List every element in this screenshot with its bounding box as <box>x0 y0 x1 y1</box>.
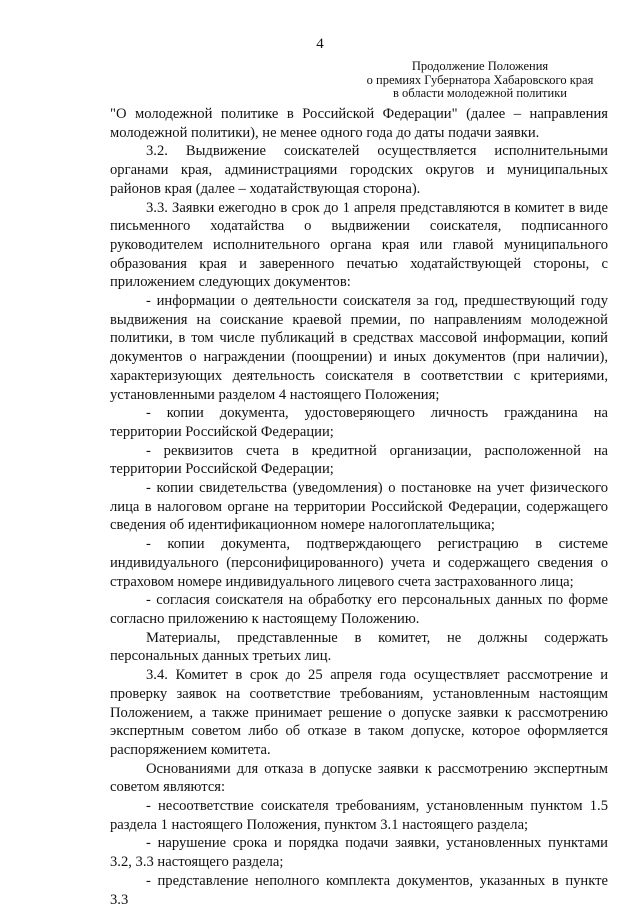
document-body <box>110 105 608 909</box>
paragraph: Основаниями для отказа в допуске заявки к рассмотрению экспертным советом являются: <box>110 760 608 796</box>
page-number: 4 <box>316 36 324 52</box>
header-line-2: о премиях Губернатора Хабаровского края <box>366 72 594 87</box>
paragraph: 3.3. Заявки ежегодно в срок до 1 апреля представляются в комитет в виде письменного ходатайства о выдвижении соискателя, подписанного руководителем исполнительного органа края или главой муниципального образования края и заверенного печатью ходатайствующей стороны, с приложением следующих документов: <box>110 199 608 291</box>
paragraph: "О молодежной политике в Российской Федерации" (далее – направления молодежной политики), не менее одного года до даты подачи заявки. <box>110 106 608 141</box>
paragraph: 3.2. Выдвижение соискателей осуществляется исполнительными органами края, администрациями городских округов и муниципальных районов края (далее – ходатайствующая сторона). <box>110 143 608 197</box>
paragraph: Материалы, представленные в комитет, не должны содержать персональных данных третьих лиц. <box>110 629 608 665</box>
header-line-3: в области молодежной политики <box>393 86 567 100</box>
paragraph: - копии документа, подтверждающего регистрацию в системе индивидуального (персонифицированного) учета и содержащего сведения о страховом номере индивидуального лицевого счета застрахованного лица; <box>110 536 608 590</box>
paragraph: - несоответствие соискателя требованиям, установленным пунктом 1.5 раздела 1 настоящего Положения, пунктом 3.1 настоящего раздела; <box>110 798 608 833</box>
paragraph: - копии документа, удостоверяющего личность гражданина на территории Российской Федерации; <box>110 405 608 440</box>
paragraph: - копии свидетельства (уведомления) о постановке на учет физического лица в налоговом органе на территории Российской Федерации, содержащего сведения об идентификационном номере налогоплательщика; <box>110 480 608 534</box>
header-line-1: Продолжение Положения <box>411 59 549 73</box>
paragraph: - информации о деятельности соискателя за год, предшествующий году выдвижения на соискание краевой премии, по направлениям молодежной политики, в том числе публикаций в средствах массовой информации, копий документов о награждении (поощрении) и иных документов (при наличии), характеризующих деятельность соискателя в соответствии с критериями, установленными разделом 4 настоящего Положения; <box>110 293 608 403</box>
paragraph: - нарушение срока и порядка подачи заявки, установленных пунктами 3.2, 3.3 настоящего раздела; <box>110 835 608 871</box>
paragraph: - реквизитов счета в кредитной организации, расположенной на территории Российской Федерации; <box>110 442 608 478</box>
paragraph: 3.4. Комитет в срок до 25 апреля года осуществляет рассмотрение и проверку заявок на соответствие требованиям, установленным настоящим Положением, а также принимает решение о допуске заявки к рассмотрению экспертным советом либо об отказе в таком допуске, которое оформляется распоряжением комитета. <box>110 667 608 758</box>
continuation-header <box>350 60 610 101</box>
paragraph: - представление неполного комплекта документов, указанных в пункте 3.3 <box>110 872 608 908</box>
paragraph: - согласия соискателя на обработку его персональных данных по форме согласно приложению к настоящему Положению. <box>110 592 608 627</box>
